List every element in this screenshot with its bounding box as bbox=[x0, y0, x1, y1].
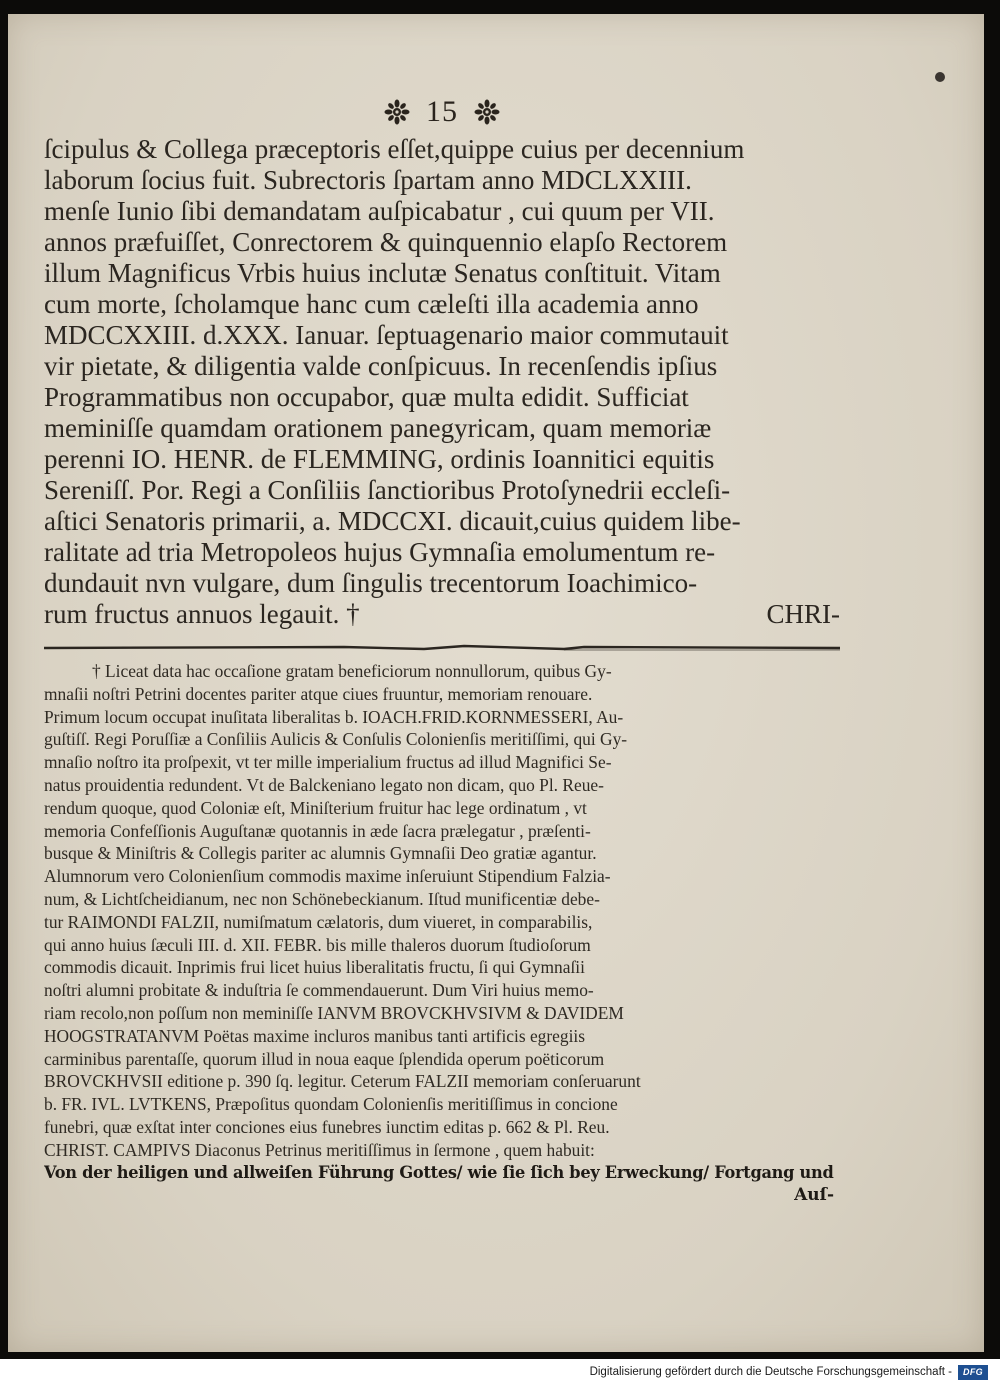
catchword: CHRI- bbox=[766, 599, 840, 629]
text-line: dundauit nvn vulgare, dum ſingulis trecentorum Ioachimico- bbox=[44, 568, 698, 598]
text-line: vir pietate, & diligentia valde conſpicuus. In recenſendis ipſius bbox=[44, 351, 718, 381]
main-text bbox=[44, 134, 840, 630]
footnote-line: qui anno huius ſæculi III. d. XII. FEBR. bis mille thaleros duorum ſtudioſorum bbox=[44, 934, 591, 955]
footnote-line: tur RAIMONDI FALZII, numiſmatum cælatoris, dum viueret, in comparabilis, bbox=[44, 911, 593, 932]
text-line: meminiſſe quamdam orationem panegyricam, quam memoriæ bbox=[44, 413, 712, 443]
footnote-line: CHRIST. CAMPIVS Diaconus Petrinus meritiſſimus in ſermone , quem habuit: bbox=[44, 1139, 595, 1160]
footnote-line: HOOGSTRATANVM Poëtas maxime incluros manibus tanti artificis egregiis bbox=[44, 1025, 586, 1046]
footnote-line: rendum quoque, quod Coloniæ eſt, Miniſterium fruitur hac lege ordinatum , vt bbox=[44, 797, 587, 818]
digitization-credit bbox=[0, 1361, 1000, 1383]
footnote-line: num, & Lichtſcheidianum, nec non Schönebeckianum. Iſtud munificentiæ debe- bbox=[44, 888, 600, 909]
footnote-line: riam recolo,non poſſum non meminiſſe IANVM BROVCKHVSIVM & DAVIDEM bbox=[44, 1002, 624, 1023]
footnote-line: funebri, quæ exſtat inter conciones eius funebres iunctim editas p. 662 & Pl. Reu. bbox=[44, 1116, 610, 1137]
text-line: menſe Iunio ſibi demandatam auſpicabatur , cui quum per VII. bbox=[44, 196, 715, 226]
text-line: Programmatibus non occupabor, quæ multa edidit. Sufficiat bbox=[44, 382, 689, 412]
text-line: ſcipulus & Collega præceptoris eſſet,quippe cuius per decennium bbox=[44, 134, 745, 164]
footnote-line: guſtiſſ. Regi Poruſſiæ a Conſiliis Aulicis & Conſulis Colonienſis meritiſſimi, qui Gy- bbox=[44, 729, 628, 750]
text-line-last bbox=[44, 599, 840, 630]
scan-edge bbox=[984, 14, 1000, 1359]
footnote-fraktur-line: Von der heiligen und allweiſen Führung Gottes/ wie ſie ſich bey Erweckung/ Fortgang und bbox=[44, 1162, 834, 1183]
rosette-ornament-icon bbox=[384, 99, 410, 125]
footnote-line: BROVCKHVSII editione p. 390 ſq. legitur. Ceterum FALZII memoriam conſeruarunt bbox=[44, 1071, 641, 1092]
text-line: Sereniſſ. Por. Regi a Conſiliis ſanctioribus Protoſynedrii eccleſi- bbox=[44, 475, 731, 505]
footnote-line: mnaſio noſtro ita proſpexit, vt ter mille imperialium fructus ad illud Magnifici Se- bbox=[44, 752, 612, 773]
page-header bbox=[372, 92, 512, 132]
footnote-line: carminibus parentaſſe, quorum illud in noua eaque ſplendida operum poëticorum bbox=[44, 1048, 605, 1069]
footnote-line: Alumnorum vero Colonienſium commodis maxime inſeruiunt Stipendium Falzia- bbox=[44, 866, 611, 887]
footnote bbox=[44, 660, 834, 1207]
last-line-text: rum fructus annuos legauit. † bbox=[44, 599, 360, 629]
text-line: annos præfuiſſet, Conrectorem & quinquennio elapſo Rectorem bbox=[44, 227, 728, 257]
text-line: illum Magnificus Vrbis huius inclutæ Senatus conſtituit. Vitam bbox=[44, 258, 721, 288]
text-line: laborum ſocius fuit. Subrectoris ſpartam anno MDCLXXIII. bbox=[44, 165, 692, 195]
rosette-ornament-icon bbox=[474, 99, 500, 125]
footnote-line: commodis dicauit. Inprimis frui licet huius liberalitatis fructu, ſi qui Gymnaſii bbox=[44, 957, 585, 978]
page-number: 15 bbox=[426, 95, 458, 128]
footnote-catchword: Auſ- bbox=[794, 1185, 834, 1206]
text-line: perenni IO. HENR. de FLEMMING, ordinis Ioannitici equitis bbox=[44, 444, 715, 474]
footnote-line: † Liceat data hac occaſione gratam beneficiorum nonnullorum, quibus Gy- bbox=[92, 661, 612, 681]
footnote-line: noſtri alumni probitate & induſtria ſe commendauerunt. Dum Viri huius memo- bbox=[44, 980, 594, 1001]
footnote-line: busque & Miniſtris & Collegis pariter ac alumnis Gymnaſii Deo gratiæ agantur. bbox=[44, 843, 597, 864]
credit-text: Digitalisierung gefördert durch die Deutsche Forschungsgemeinschaft - bbox=[589, 1366, 952, 1378]
footnote-line: natus prouidentia redundent. Vt de Balckeniano legato non dicam, quo Pl. Reue- bbox=[44, 774, 604, 795]
text-line: cum morte, ſcholamque hanc cum cæleſti illa academia anno bbox=[44, 289, 699, 319]
text-line: ralitate ad tria Metropoleos hujus Gymnaſia emolumentum re- bbox=[44, 537, 716, 567]
text-line: aſtici Senatoris primarii, a. MDCCXI. dicauit,cuius quidem libe- bbox=[44, 506, 741, 536]
footnote-line: mnaſii noſtri Petrini docentes pariter atque ciues fruuntur, memoriam renouare. bbox=[44, 683, 593, 704]
paper-spot bbox=[935, 72, 945, 82]
footnote-divider bbox=[44, 644, 840, 652]
footnote-line: memoria Confeſſionis Auguſtanæ quotannis in æde ſacra prælegatur , præſenti- bbox=[44, 820, 591, 841]
text-line: MDCCXXIII. d.XXX. Ianuar. ſeptuagenario maior commutauit bbox=[44, 320, 729, 350]
dfg-logo-icon[interactable]: DFG bbox=[958, 1365, 988, 1380]
footnote-line: Primum locum occupat inuſitata liberalitas b. IOACH.FRID.KORNMESSERI, Au- bbox=[44, 706, 624, 727]
footnote-line: b. FR. IVL. LVTKENS, Præpoſitus quondam Colonienſis meritiſſimus in concione bbox=[44, 1094, 618, 1115]
